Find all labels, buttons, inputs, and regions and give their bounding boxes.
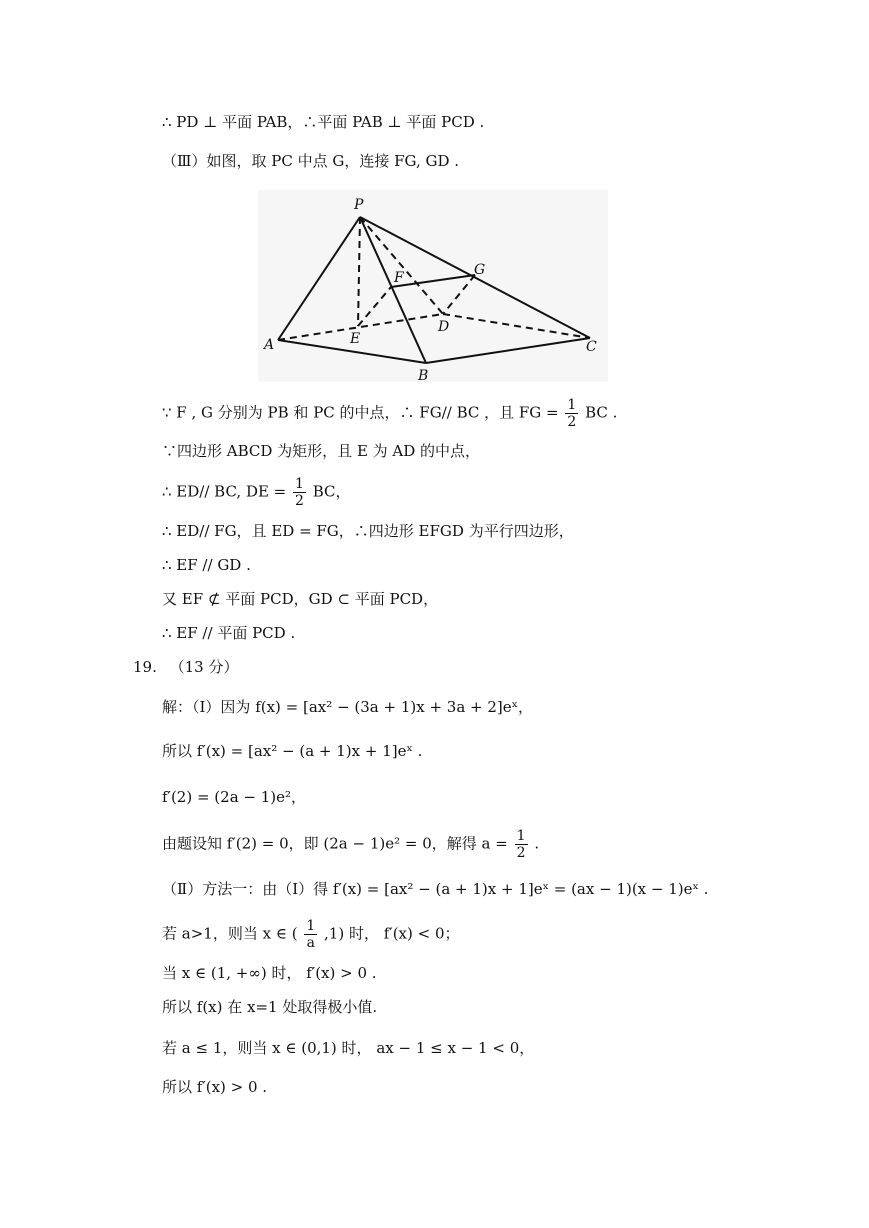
fraction-numerator: 1 (567, 397, 577, 413)
text-segment: ∵ F , G 分别为 PB 和 PC 的中点，∴ FG// BC ，且 FG = (162, 403, 559, 422)
label-E: E (350, 331, 361, 347)
text-line: ∵四边形 ABCD 为矩形，且 E 为 AD 的中点， (162, 442, 481, 460)
fraction (565, 397, 578, 430)
pyramid-figure (258, 190, 608, 382)
text-segment: . (534, 834, 540, 853)
text-line: 解：（Ⅰ）因为 f(x) = [ax² − (3a + 1)x + 3a + 2]eˣ， (162, 698, 534, 716)
label-C: C (586, 339, 597, 355)
text-line (162, 397, 617, 430)
fraction-numerator: 1 (516, 828, 526, 844)
text-line (162, 476, 351, 509)
text-segment: ∴ ED// BC, DE = (162, 482, 287, 501)
label-G: G (474, 262, 486, 278)
fraction-denominator: 2 (295, 493, 304, 509)
fraction (293, 476, 306, 509)
text-line: 当 x ∈ (1, +∞) 时， f′(x) > 0 . (162, 964, 377, 982)
fraction (515, 828, 528, 861)
question-score: （13 分） (169, 658, 239, 676)
fraction-denominator: 2 (567, 414, 577, 430)
text-line: f′(2) = (2a − 1)e²， (162, 788, 307, 806)
label-A: A (264, 337, 275, 353)
text-line: （Ⅱ）方法一：由（Ⅰ）得 f′(x) = [ax² − (a + 1)x + 1]eˣ = (ax − 1)(x − 1)eˣ . (162, 880, 709, 898)
text-line: ∴ EF // GD . (162, 556, 251, 574)
text-segment: 若 a>1，则当 x ∈ ( (162, 924, 298, 943)
label-F: F (394, 270, 404, 286)
fraction-denominator: 2 (516, 845, 526, 861)
text-line: 所以 f′(x) = [ax² − (a + 1)x + 1]eˣ . (162, 742, 423, 760)
question-header (133, 657, 239, 677)
text-line: 所以 f(x) 在 x=1 处取得极小值. (162, 998, 378, 1016)
text-segment: BC， (312, 482, 351, 501)
text-segment: BC . (585, 403, 618, 422)
text-line (162, 828, 539, 861)
fraction-denominator: a (306, 935, 315, 951)
fraction-numerator: 1 (306, 918, 316, 934)
text-line: ∴ PD ⊥ 平面 PAB，∴平面 PAB ⊥ 平面 PCD . (162, 113, 485, 131)
text-line: ∴ EF // 平面 PCD . (162, 624, 296, 642)
text-line (162, 918, 460, 951)
text-line: 所以 f′(x) > 0 . (162, 1078, 268, 1096)
text-line: （Ⅲ）如图，取 PC 中点 G，连接 FG, GD . (162, 152, 460, 170)
text-line: ∴ ED// FG，且 ED = FG，∴四边形 EFGD 为平行四边形， (162, 522, 574, 540)
label-D: D (438, 319, 450, 335)
fraction-numerator: 1 (295, 476, 304, 492)
figure-background (258, 190, 608, 382)
fraction (304, 918, 317, 951)
label-P: P (354, 197, 364, 213)
text-segment: ,1) 时， f′(x) < 0； (324, 924, 460, 943)
text-line: 若 a ≤ 1，则当 x ∈ (0,1) 时， ax − 1 ≤ x − 1 < 0， (162, 1039, 535, 1057)
question-number: 19. (133, 658, 157, 676)
label-B: B (418, 368, 429, 382)
text-segment: 由题设知 f′(2) = 0，即 (2a − 1)e² = 0，解得 a = (162, 834, 508, 853)
text-line: 又 EF ⊄ 平面 PCD，GD ⊂ 平面 PCD， (162, 590, 439, 608)
